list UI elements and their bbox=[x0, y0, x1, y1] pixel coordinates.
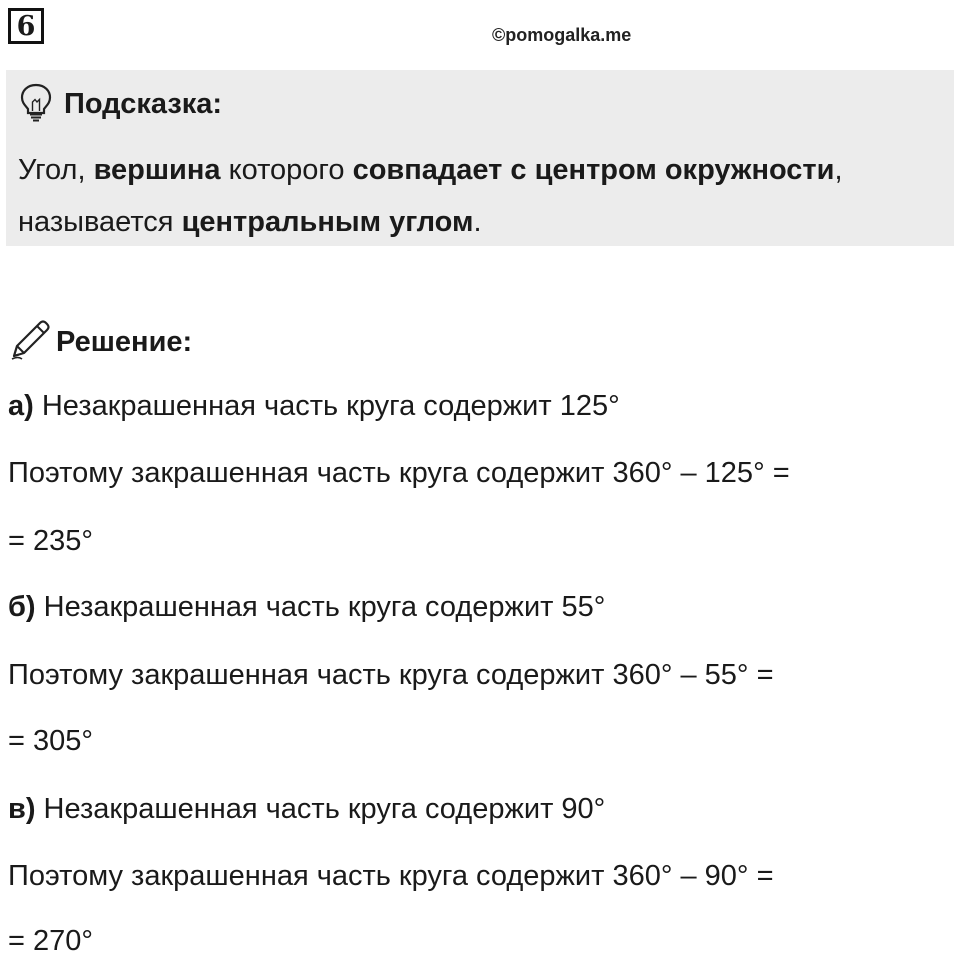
part-b-result: = 305° bbox=[8, 725, 93, 757]
hint-text-segment: , bbox=[834, 154, 843, 186]
part-a-given-text: Незакрашенная часть круга содержит 125° bbox=[33, 390, 620, 422]
hint-header bbox=[18, 82, 222, 127]
watermark: ©pomogalka.me bbox=[492, 25, 632, 45]
hint-title: Подсказка: bbox=[64, 88, 223, 120]
hint-text-segment: называется bbox=[18, 206, 182, 238]
part-c-label: в) bbox=[8, 793, 36, 825]
part-a-given bbox=[8, 390, 620, 423]
task-number-badge: 6 bbox=[8, 8, 44, 44]
pencil-icon bbox=[8, 318, 52, 367]
hint-bold-term: совпадает с центром окружности bbox=[352, 154, 835, 186]
part-c-given bbox=[8, 793, 605, 826]
hint-bold-term: центральным углом bbox=[181, 206, 474, 238]
part-a-result: = 235° bbox=[8, 525, 93, 557]
hint-text-segment: Угол, bbox=[18, 154, 94, 186]
part-b-calc: Поэтому закрашенная часть круга содержит 360° – 55° = bbox=[8, 659, 774, 691]
lightbulb-icon bbox=[18, 82, 54, 127]
part-a-label: а) bbox=[8, 390, 34, 422]
hint-text bbox=[18, 144, 948, 248]
part-b-label: б) bbox=[8, 591, 36, 623]
part-c-calc: Поэтому закрашенная часть круга содержит 360° – 90° = bbox=[8, 860, 774, 892]
hint-box bbox=[6, 70, 954, 246]
part-a-calc: Поэтому закрашенная часть круга содержит 360° – 125° = bbox=[8, 457, 790, 489]
part-b-given bbox=[8, 591, 605, 624]
part-b-given-text: Незакрашенная часть круга содержит 55° bbox=[35, 591, 606, 623]
hint-bold-term: вершина bbox=[93, 154, 221, 186]
solution-header bbox=[8, 318, 192, 367]
part-c-result: = 270° bbox=[8, 925, 93, 957]
hint-text-segment: . bbox=[473, 206, 482, 238]
hint-text-segment: которого bbox=[220, 154, 353, 186]
part-c-given-text: Незакрашенная часть круга содержит 90° bbox=[35, 793, 606, 825]
solution-title: Решение: bbox=[56, 326, 193, 358]
